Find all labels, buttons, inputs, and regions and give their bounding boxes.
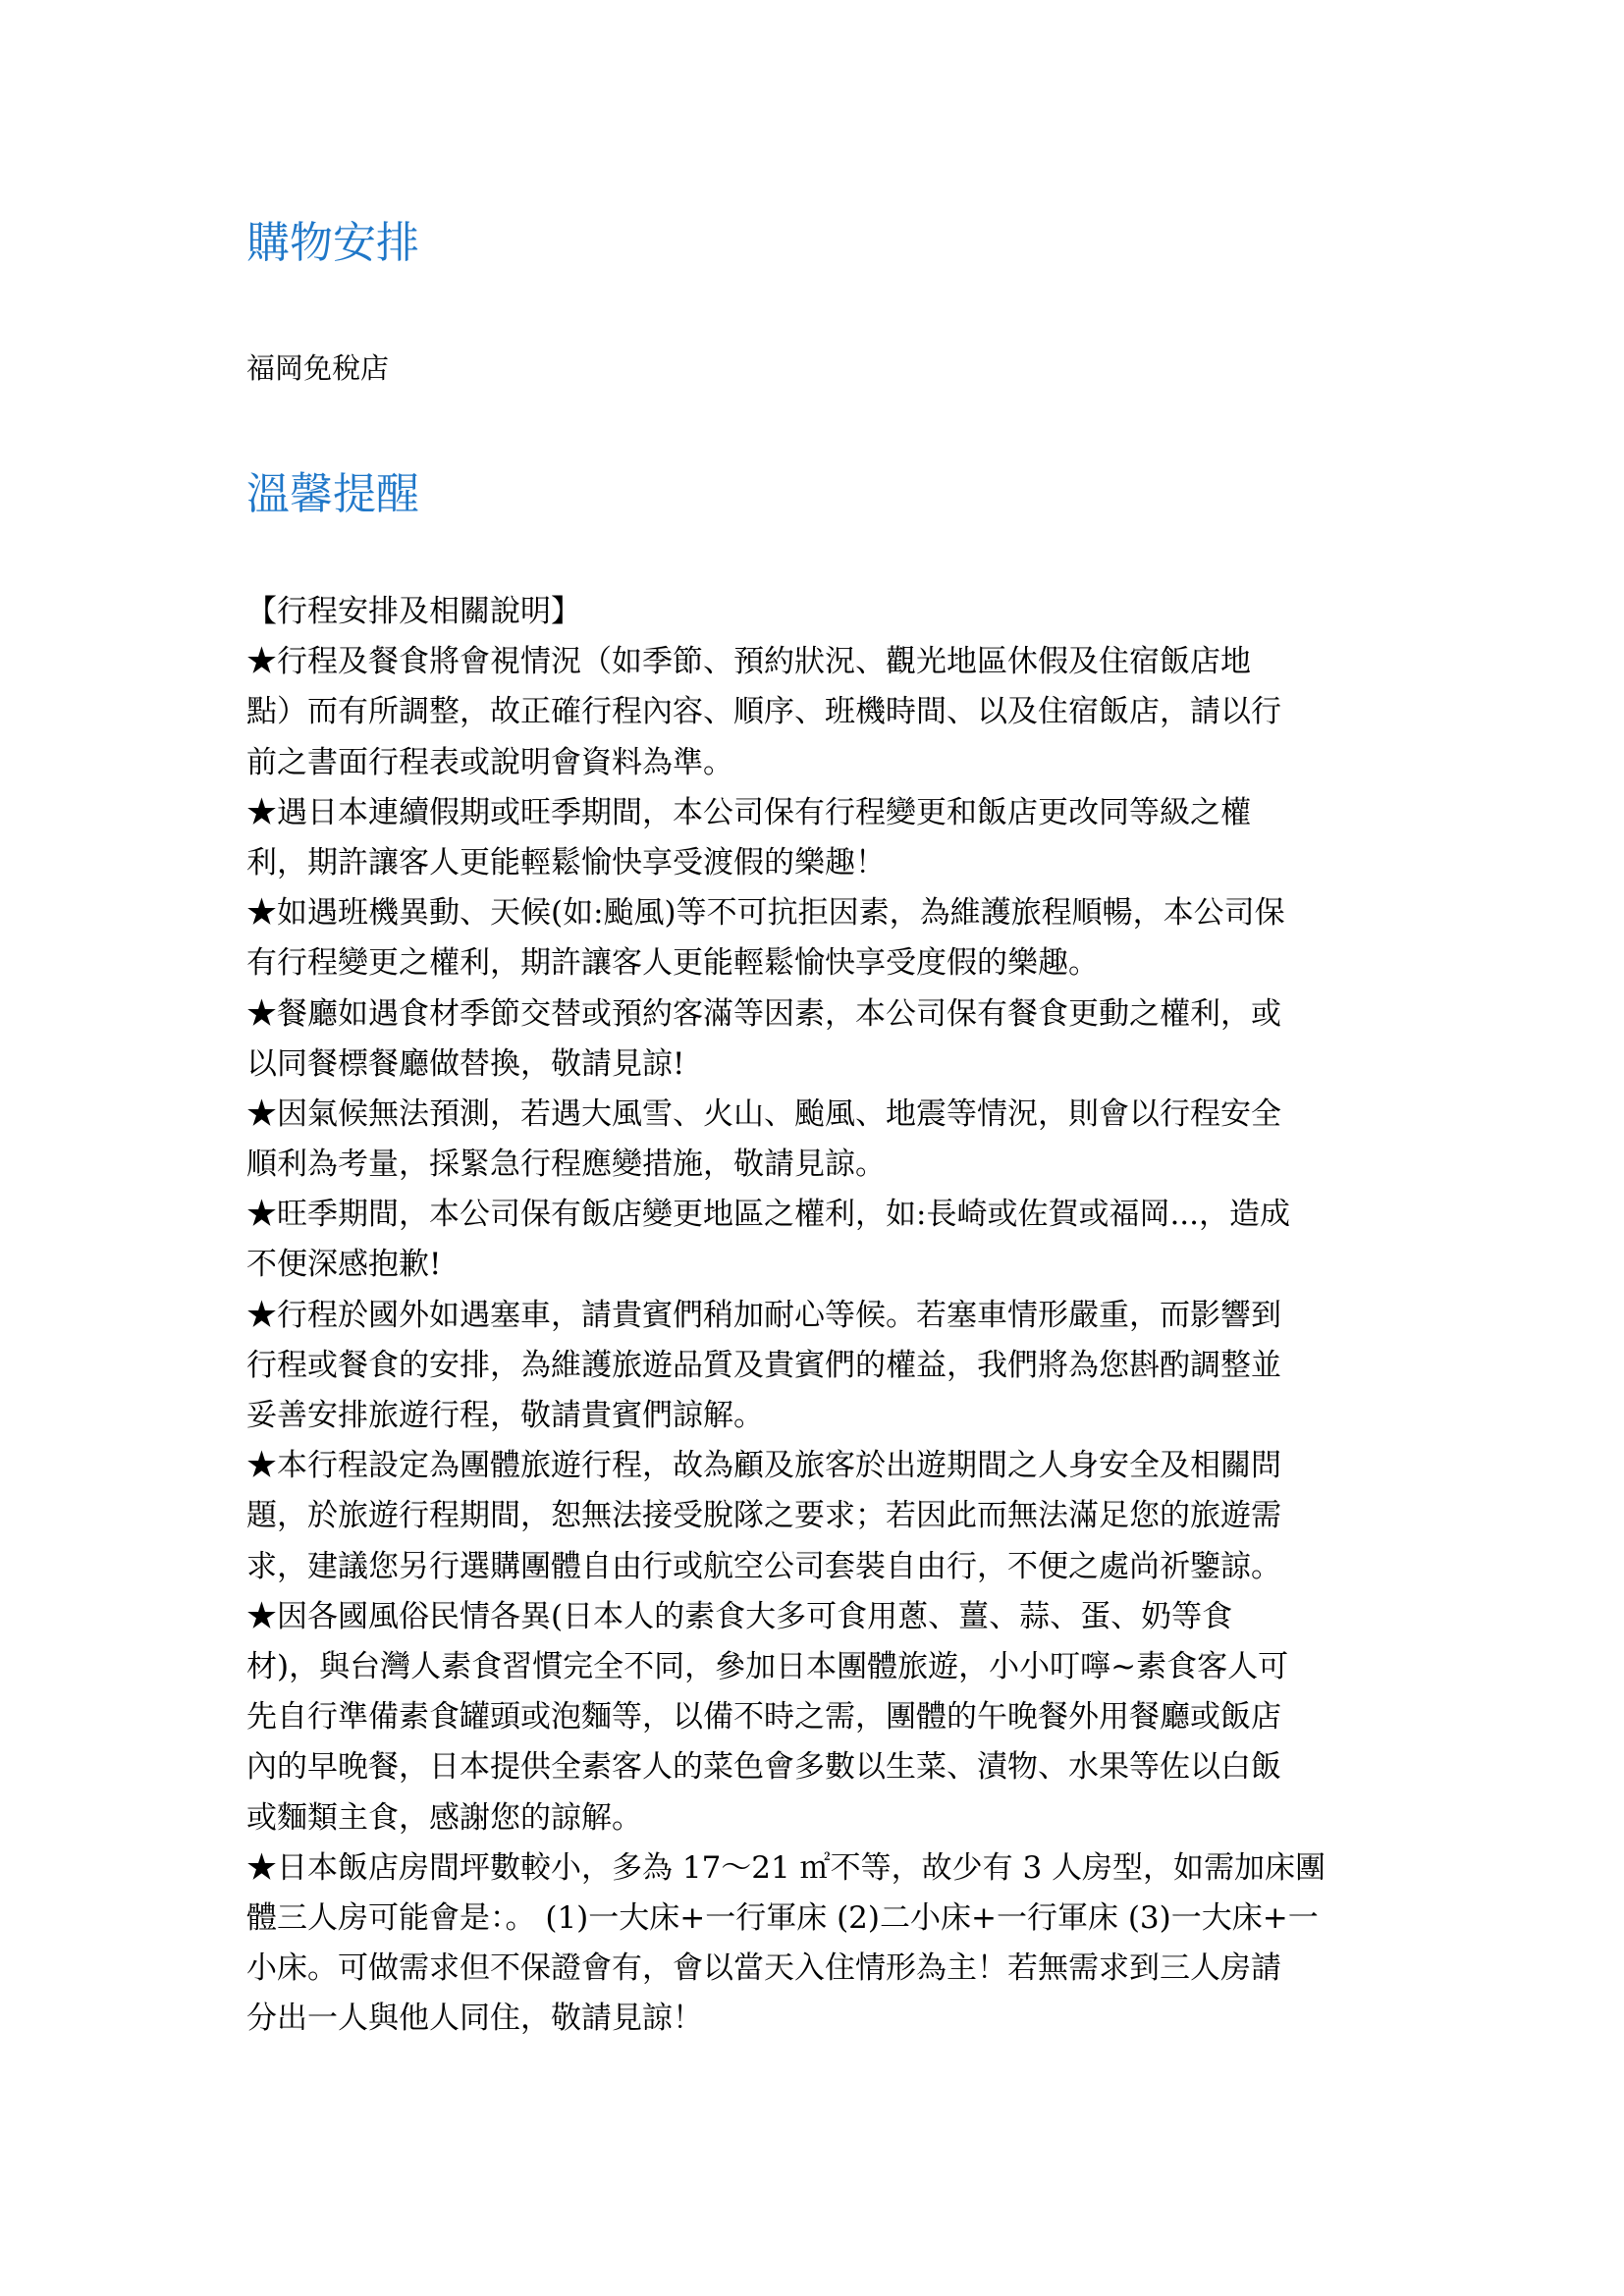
note-line: 順利為考量，採緊急行程應變措施，敬請見諒。 — [246, 1147, 886, 1183]
note-line: 以同餐標餐廳做替換，敬請見諒! — [246, 1045, 685, 1082]
note-line: ★旺季期間，本公司保有飯店變更地區之權利，如:長崎或佐賀或福岡...，造成 — [246, 1197, 1291, 1233]
notes-section-title: 【行程安排及相關說明】 — [246, 594, 581, 629]
note-line: 先自行準備素食罐頭或泡麵等，以備不時之需，團體的午晚餐外用餐廳或飯店 — [246, 1699, 1281, 1735]
note-line: 內的早晚餐，日本提供全素客人的菜色會多數以生菜、漬物、水果等佐以白飯 — [246, 1749, 1281, 1786]
note-line: ★本行程設定為團體旅遊行程，故為顧及旅客於出遊期間之人身安全及相關問 — [246, 1448, 1281, 1484]
shopping-heading: 購物安排 — [246, 218, 419, 268]
note-line: ★因氣候無法預測，若遇大風雪、火山、颱風、地震等情況，則會以行程安全 — [246, 1095, 1281, 1132]
note-line: ★如遇班機異動、天候(如:颱風)等不可抗拒因素，為維護旅程順暢，本公司保 — [246, 895, 1285, 932]
note-line: 妥善安排旅遊行程，敬請貴賓們諒解。 — [246, 1398, 764, 1433]
note-line: 體三人房可能會是：。 (1)一大床+一行軍床 (2)二小床+一行軍床 (3)一大床+一 — [246, 1899, 1319, 1936]
reminder-heading: 溫馨提醒 — [246, 469, 419, 519]
note-line: 或麵類主食，感謝您的諒解。 — [246, 1799, 642, 1836]
note-line: 不便深感抱歉! — [246, 1247, 442, 1283]
note-line: 分出一人與他人同住，敬請見諒！ — [246, 2001, 703, 2037]
note-line: ★行程及餐食將會視情況（如季節、預約狀況、觀光地區休假及住宿飯店地 — [246, 644, 1251, 680]
note-line: 小床。可做需求但不保證會有，會以當天入住情形為主！若無需求到三人房請 — [246, 1950, 1281, 1987]
note-line: ★餐廳如遇食材季節交替或預約客滿等因素，本公司保有餐食更動之權利，或 — [246, 995, 1281, 1032]
note-line: ★行程於國外如遇塞車，請貴賓們稍加耐心等候。若塞車情形嚴重，而影響到 — [246, 1297, 1281, 1333]
note-line: ★因各國風俗民情各異(日本人的素食大多可食用蔥、薑、蒜、蛋、奶等食 — [246, 1598, 1233, 1634]
note-line: 題，於旅遊行程期間，恕無法接受脫隊之要求；若因此而無法滿足您的旅遊需 — [246, 1498, 1281, 1534]
note-line: ★遇日本連續假期或旺季期間，本公司保有行程變更和飯店更改同等級之權 — [246, 794, 1251, 830]
note-line: 前之書面行程表或說明會資料為準。 — [246, 744, 733, 780]
reminder-notes — [246, 587, 1376, 2044]
note-line: 行程或餐食的安排，為維護旅遊品質及貴賓們的權益，我們將為您斟酌調整並 — [246, 1347, 1281, 1383]
note-line: 求，建議您另行選購團體自由行或航空公司套裝自由行，不便之處尚祈鑒諒。 — [246, 1548, 1281, 1584]
note-line: 利，期許讓客人更能輕鬆愉快享受渡假的樂趣！ — [246, 844, 886, 881]
note-line: 點）而有所調整，故正確行程內容、順序、班機時間、以及住宿飯店，請以行 — [246, 694, 1281, 730]
shopping-item: 福岡免稅店 — [246, 351, 390, 385]
note-line: ★日本飯店房間坪數較小，多為 17～21 ㎡不等，故少有 3 人房型，如需加床團 — [246, 1849, 1326, 1886]
note-line: 有行程變更之權利，期許讓客人更能輕鬆愉快享受度假的樂趣。 — [246, 945, 1099, 982]
note-line: 材)，與台灣人素食習慣完全不同，參加日本團體旅遊，小小叮嚀~素食客人可 — [246, 1648, 1289, 1684]
